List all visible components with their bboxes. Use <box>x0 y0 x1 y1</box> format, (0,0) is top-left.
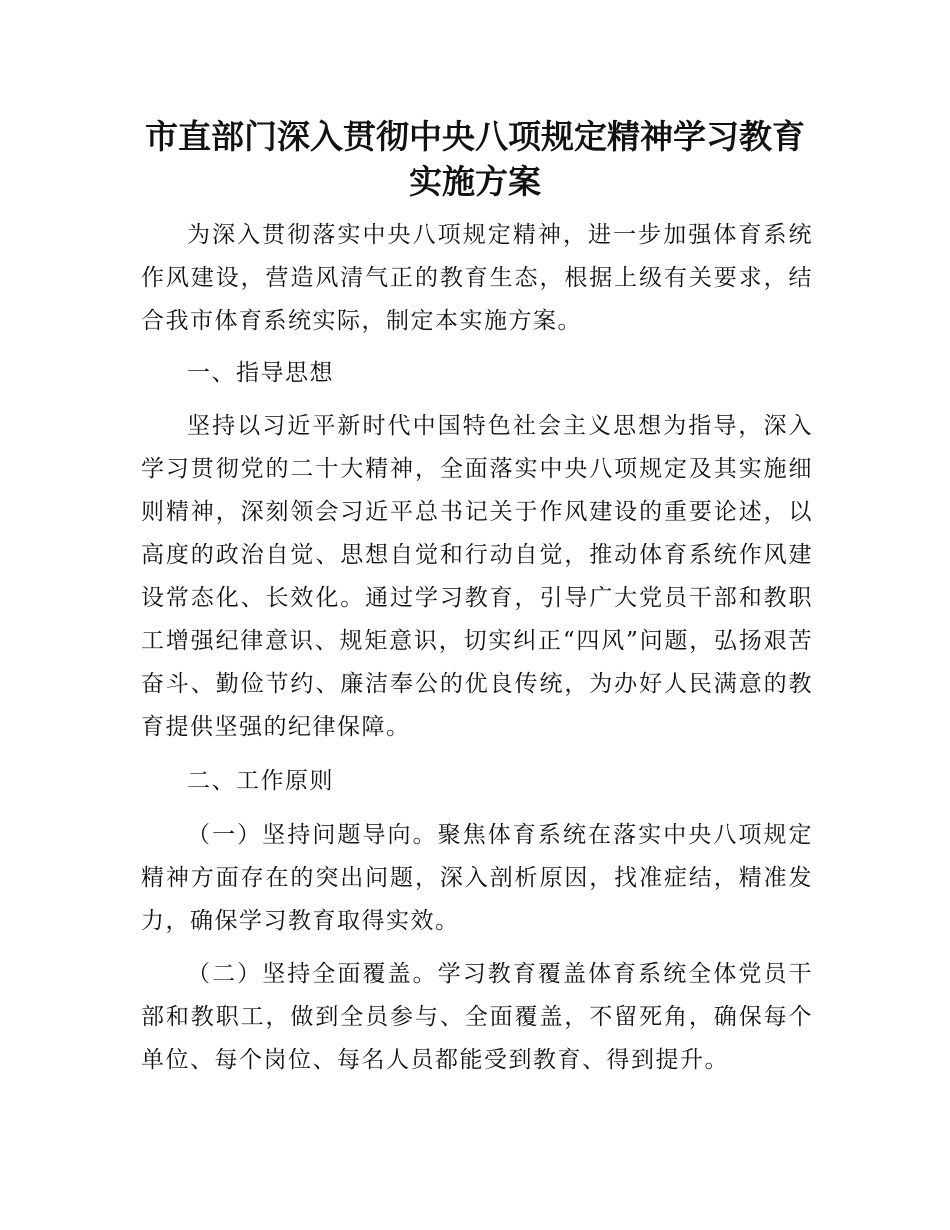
document-title-line-1: 市直部门深入贯彻中央八项规定精神学习教育 <box>145 117 805 156</box>
intro-paragraph: 为深入贯彻落实中央八项规定精神，进一步加强体育系统作风建设，营造风清气正的教育生态，根据上级有关要求，结合我市体育系统实际，制定本实施方案。 <box>141 222 813 334</box>
section-2-heading: 二、工作原则 <box>187 768 334 794</box>
section-1-heading: 一、指导思想 <box>187 360 334 386</box>
section-2-item-2: （二）坚持全面覆盖。学习教育覆盖体育系统全体党员干部和教职工，做到全员参与、全面覆盖，不留死角，确保每个单位、每个岗位、每名人员都能受到教育、得到提升。 <box>141 961 813 1073</box>
section-2-item-1: （一）坚持问题导向。聚焦体育系统在落实中央八项规定精神方面存在的突出问题，深入剖析原因，找准症结，精准发力，确保学习教育取得实效。 <box>141 822 813 934</box>
document-title-line-2: 实施方案 <box>409 162 541 201</box>
section-1-paragraph: 坚持以习近平新时代中国特色社会主义思想为指导，深入学习贯彻党的二十大精神，全面落实中央八项规定及其实施细则精神，深刻领会习近平总书记关于作风建设的重要论述，以高度的政治自觉、思想自觉和行动自觉，推动体育系统作风建设常态化、长效化。通过学习教育，引导广大党员干部和教职工增强纪律意识、规矩意识，切实纠正“四风”问题，弘扬艰苦奋斗、勤俭节约、廉洁奉公的优良传统，为办好人民满意的教育提供坚强的纪律保障。 <box>141 413 813 740</box>
